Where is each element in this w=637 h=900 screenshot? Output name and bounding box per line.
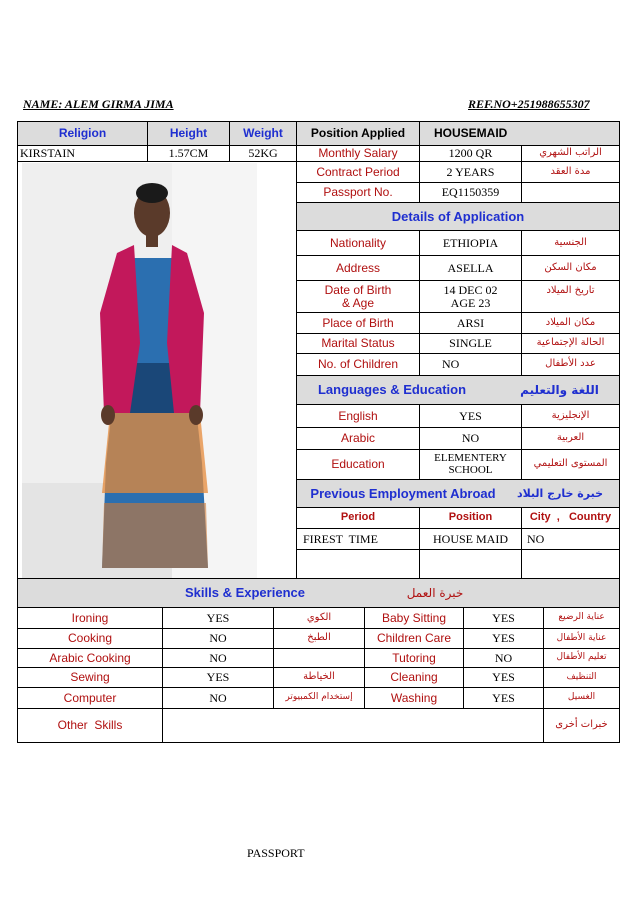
children-label: No. of Children	[317, 357, 399, 372]
monthly-salary-arabic: الراتب الشهري	[539, 147, 602, 159]
place-of-birth-value: ARSI	[456, 315, 485, 330]
children-arabic: عدد الأطفال	[545, 358, 596, 370]
position-applied-value: HOUSEMAID	[420, 122, 619, 145]
passport-no-arabic	[522, 183, 619, 202]
reference-number: REF.NO+251988655307	[468, 97, 590, 111]
children-value: NO	[442, 357, 460, 372]
city-country-header: City , Country	[529, 511, 612, 524]
skill-cooking-label: Cooking	[67, 631, 113, 646]
monthly-salary-label: Monthly Salary	[318, 146, 398, 161]
english-arabic: الإنجليزية	[551, 409, 590, 421]
skill-children-care-arabic: عناية الأطفال	[556, 632, 607, 643]
skill-arabic-cooking-label: Arabic Cooking	[49, 650, 131, 665]
skills-title: Skills & Experience	[185, 585, 305, 601]
skill-cooking-arabic: الطبخ	[307, 632, 331, 644]
position-applied-label: Position Applied	[297, 122, 419, 145]
skill-cleaning-arabic: التنظيف	[566, 671, 597, 682]
passport-no-label: Passport No.	[323, 185, 393, 200]
languages-title: Languages & Education	[317, 382, 467, 398]
religion-value: KIRSTAIN	[20, 145, 76, 160]
date-of-birth-arabic: تاريخ الميلاد	[546, 284, 595, 296]
skill-arabic-cooking-value: NO	[209, 650, 227, 665]
skill-washing-label: Washing	[390, 690, 438, 705]
address-arabic: مكان السكن	[544, 261, 597, 273]
skills-title-arabic: خبرة العمل	[406, 585, 464, 600]
other-skills-arabic: خبرات أخرى	[555, 719, 608, 731]
skill-washing-arabic: الغسيل	[567, 692, 596, 703]
skill-computer-value: NO	[209, 690, 227, 705]
languages-title-arabic: اللغة والتعليم	[520, 382, 599, 397]
address-label: Address	[335, 260, 381, 275]
skill-children-care-value: YES	[492, 631, 515, 646]
period-header: Period	[340, 511, 376, 524]
skill-sewing-arabic: الخياطة	[303, 671, 335, 683]
skill-ironing-arabic: الكوي	[306, 611, 332, 623]
contract-period-arabic: مدة العقد	[550, 165, 591, 177]
skill-baby-sitting-label: Baby Sitting	[381, 610, 447, 625]
education-label: Education	[331, 457, 385, 472]
religion-header: Religion	[18, 122, 147, 145]
skill-tutoring-label: Tutoring	[392, 650, 436, 665]
arabic-value: NO	[461, 431, 480, 446]
date-of-birth-value: 14 DEC 02 AGE 23	[443, 282, 498, 310]
marital-status-value: SINGLE	[449, 336, 492, 351]
address-value: ASELLA	[447, 260, 494, 275]
candidate-name: NAME: ALEM GIRMA JIMA	[23, 97, 174, 111]
education-value: ELEMENTERY SCHOOL	[434, 451, 507, 476]
date-of-birth-label: Date of Birth & Age	[324, 282, 392, 310]
prev-employment-title: Previous Employment Abroad	[310, 485, 496, 501]
height-value: 1.57CM	[168, 145, 209, 160]
details-title: Details of Application	[297, 203, 619, 230]
skill-computer-label: Computer	[63, 690, 117, 705]
skill-cleaning-label: Cleaning	[390, 670, 438, 685]
monthly-salary-value: 1200 QR	[448, 146, 493, 161]
education-arabic: المستوى التعليمي	[533, 458, 608, 470]
skill-sewing-value: YES	[206, 670, 230, 685]
skill-tutoring-arabic: تعليم الأطفال	[556, 652, 607, 663]
skill-children-care-label: Children Care	[376, 631, 452, 646]
english-value: YES	[459, 408, 482, 423]
english-label: English	[338, 408, 378, 423]
skill-cooking-value: NO	[209, 631, 227, 646]
nationality-label: Nationality	[329, 235, 387, 250]
prev-country-value: NO	[527, 531, 545, 546]
passport-no-value: EQ1150359	[441, 185, 500, 200]
skill-cleaning-value: YES	[492, 670, 515, 685]
skill-baby-sitting-value: YES	[492, 610, 515, 625]
skill-arabic-cooking-arabic	[274, 649, 364, 667]
weight-value: 52KG	[248, 145, 278, 160]
skill-sewing-label: Sewing	[70, 670, 110, 685]
contract-period-label: Contract Period	[316, 164, 400, 179]
prev-period-value: FIREST TIME	[303, 531, 378, 546]
contract-period-value: 2 YEARS	[446, 164, 495, 179]
other-skills-label: Other Skills	[57, 718, 123, 733]
place-of-birth-label: Place of Birth	[322, 315, 394, 330]
skill-tutoring-value: NO	[494, 650, 513, 665]
place-of-birth-arabic: مكان الميلاد	[545, 316, 596, 328]
prev-employment-title-arabic: خبرة خارج البلاد	[516, 486, 604, 500]
marital-status-label: Marital Status	[321, 336, 395, 351]
height-header: Height	[148, 122, 229, 145]
passport-caption: PASSPORT	[247, 846, 305, 860]
candidate-photo	[22, 163, 257, 578]
skill-ironing-label: Ironing	[71, 610, 109, 625]
prev-position-value: HOUSE MAID	[433, 531, 508, 546]
arabic-label: Arabic	[340, 431, 375, 446]
marital-status-arabic: الحالة الإجتماعية	[536, 337, 605, 349]
skill-baby-sitting-arabic: عناية الرضيع	[558, 612, 605, 623]
skill-washing-value: YES	[492, 690, 515, 705]
position-header: Position	[448, 511, 493, 524]
skill-computer-arabic: إستخدام الكمبيوتر	[285, 692, 353, 703]
nationality-value: ETHIOPIA	[442, 235, 499, 250]
weight-header: Weight	[230, 122, 296, 145]
skill-ironing-value: YES	[206, 610, 230, 625]
nationality-arabic: الجنسية	[554, 236, 587, 248]
arabic-arabic: العربية	[556, 432, 585, 444]
